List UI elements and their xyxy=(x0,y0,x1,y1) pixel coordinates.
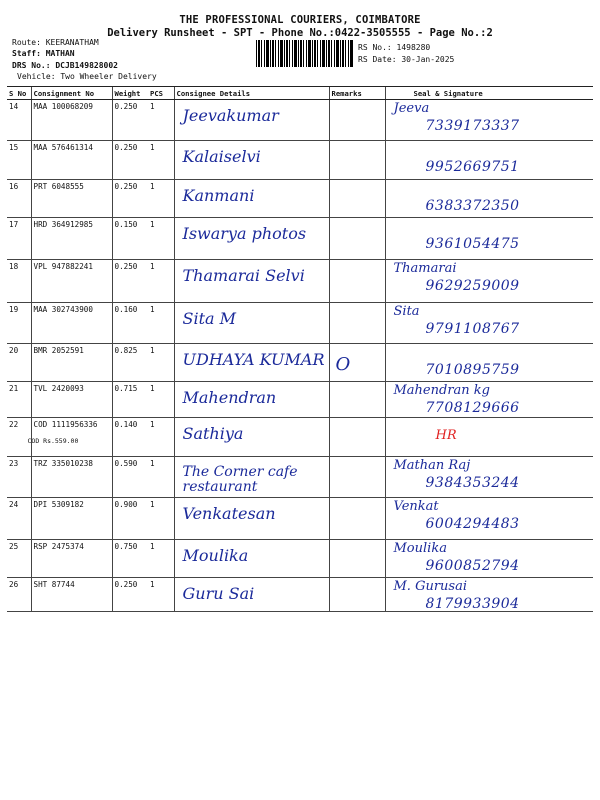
signature-name: M. Gurusai xyxy=(393,579,467,594)
route: Route: KEERANATHAM xyxy=(12,38,99,47)
rs-date: RS Date: 30-Jan-2025 xyxy=(358,55,455,64)
consignment-number xyxy=(31,540,112,578)
consignment-number xyxy=(31,141,112,180)
remarks-cell xyxy=(329,100,385,141)
seal-signature-cell xyxy=(385,100,593,141)
table-row xyxy=(7,303,593,344)
table-row xyxy=(7,457,593,498)
seal-signature-cell xyxy=(385,141,593,180)
company-title: THE PROFESSIONAL COURIERS, COIMBATORE xyxy=(179,14,421,26)
consignee-handwriting: Iswarya photos xyxy=(182,224,307,243)
row-pcs: 1 xyxy=(148,498,174,540)
consignee-cell xyxy=(174,180,329,218)
row-pcs: 1 xyxy=(148,100,174,141)
row-pcs: 1 xyxy=(148,303,174,344)
row-pcs: 1 xyxy=(148,540,174,578)
consignee-cell xyxy=(174,540,329,578)
consignment-number-text: MAA 576461314 xyxy=(33,143,93,152)
col-sno: S No xyxy=(7,87,31,100)
runsheet-subtitle: Delivery Runsheet - SPT - Phone No.:0422-3505555 - Page No.:2 xyxy=(107,27,493,39)
row-sno: 25 xyxy=(7,540,31,578)
remarks-cell xyxy=(329,344,385,382)
signature-phone: 7010895759 xyxy=(425,362,520,378)
remarks-cell xyxy=(329,141,385,180)
row-pcs: 1 xyxy=(148,344,174,382)
consignee-handwriting: Sathiya xyxy=(182,424,244,443)
consignment-number xyxy=(31,382,112,418)
consignment-number-text: PRT 6048555 xyxy=(33,182,84,191)
row-pcs: 1 xyxy=(148,578,174,612)
remarks-cell xyxy=(329,260,385,303)
row-weight: 0.250 xyxy=(112,141,148,180)
signature-name: Jeeva xyxy=(393,101,430,116)
remarks-cell xyxy=(329,457,385,498)
consignment-number-text: RSP 2475374 xyxy=(33,542,84,551)
consignment-number-text: COD 1111956336 xyxy=(33,420,98,429)
consignment-number xyxy=(31,303,112,344)
seal-signature-cell xyxy=(385,344,593,382)
consignment-number xyxy=(31,218,112,260)
consignment-number xyxy=(31,260,112,303)
consignment-number-text: HRD 364912985 xyxy=(33,220,93,229)
table-header-row xyxy=(7,87,593,100)
col-weight: Weight xyxy=(112,87,148,100)
table-row xyxy=(7,540,593,578)
consignment-number xyxy=(31,100,112,141)
table-row xyxy=(7,180,593,218)
table-row xyxy=(7,382,593,418)
consignee-handwriting: Guru Sai xyxy=(182,584,255,603)
signature-name: Sita xyxy=(393,304,420,319)
table-row xyxy=(7,260,593,303)
consignment-number-text: VPL 947882241 xyxy=(33,262,93,271)
seal-signature-cell xyxy=(385,498,593,540)
row-pcs: 1 xyxy=(148,218,174,260)
rs-number: RS No.: 1498280 xyxy=(358,43,431,52)
signature-phone: 9629259009 xyxy=(425,278,520,294)
staff: Staff: MATHAN xyxy=(12,49,75,58)
row-weight: 0.590 xyxy=(112,457,148,498)
consignee-handwriting: Kalaiselvi xyxy=(182,147,261,166)
row-sno: 24 xyxy=(7,498,31,540)
row-sno: 17 xyxy=(7,218,31,260)
signature-phone: 8179933904 xyxy=(425,596,520,612)
consignment-number-text: SHT 87744 xyxy=(33,580,75,589)
consignee-cell xyxy=(174,498,329,540)
row-sno: 22 xyxy=(7,418,31,457)
row-weight: 0.825 xyxy=(112,344,148,382)
consignee-cell xyxy=(174,382,329,418)
signature-name: Mathan Raj xyxy=(393,458,471,473)
remarks-cell xyxy=(329,303,385,344)
row-weight: 0.160 xyxy=(112,303,148,344)
signature-phone: 6004294483 xyxy=(425,516,520,532)
row-weight: 0.140 xyxy=(112,418,148,457)
consignee-cell xyxy=(174,344,329,382)
seal-signature-cell xyxy=(385,218,593,260)
table-row xyxy=(7,498,593,540)
consignee-handwriting: Moulika xyxy=(182,546,249,565)
consignment-number-text: BMR 2052591 xyxy=(33,346,84,355)
signature-phone: 6383372350 xyxy=(425,198,520,214)
remarks-cell xyxy=(329,418,385,457)
seal-signature-cell xyxy=(385,457,593,498)
consignee-cell xyxy=(174,141,329,180)
consignee-handwriting: The Corner cafe restaurant xyxy=(182,464,298,495)
consignee-cell xyxy=(174,418,329,457)
row-sno: 18 xyxy=(7,260,31,303)
seal-signature-cell xyxy=(385,180,593,218)
signature-phone: 9791108767 xyxy=(425,321,520,337)
vehicle: Vehicle: Two Wheeler Delivery xyxy=(17,72,157,81)
consignment-number-text: DPI 5309182 xyxy=(33,500,84,509)
row-sno: 15 xyxy=(7,141,31,180)
col-remarks: Remarks xyxy=(329,87,385,100)
signature-phone: 9600852794 xyxy=(425,558,520,574)
signature-phone: 7708129666 xyxy=(425,400,520,416)
consignee-cell xyxy=(174,260,329,303)
signature-name: Thamarai xyxy=(393,261,457,276)
table-row xyxy=(7,100,593,141)
consignee-cell xyxy=(174,578,329,612)
table-row xyxy=(7,344,593,382)
signature-name: HR xyxy=(435,428,457,443)
consignment-number-text: TVL 2420093 xyxy=(33,384,84,393)
row-pcs: 1 xyxy=(148,382,174,418)
runsheet-table xyxy=(7,86,593,612)
row-weight: 0.715 xyxy=(112,382,148,418)
consignee-cell xyxy=(174,218,329,260)
row-pcs: 1 xyxy=(148,141,174,180)
seal-signature-cell xyxy=(385,303,593,344)
consignee-cell xyxy=(174,303,329,344)
consignment-number xyxy=(31,498,112,540)
table-row xyxy=(7,578,593,612)
row-sno: 19 xyxy=(7,303,31,344)
signature-phone: 7339173337 xyxy=(425,118,520,134)
row-pcs: 1 xyxy=(148,260,174,303)
row-weight: 0.250 xyxy=(112,180,148,218)
seal-signature-cell xyxy=(385,260,593,303)
remarks-cell xyxy=(329,382,385,418)
consignee-handwriting: Mahendran xyxy=(182,388,277,407)
row-sno: 14 xyxy=(7,100,31,141)
table-row xyxy=(7,141,593,180)
consignment-number xyxy=(31,457,112,498)
consignee-handwriting: Venkatesan xyxy=(182,504,276,523)
row-pcs: 1 xyxy=(148,418,174,457)
row-sno: 20 xyxy=(7,344,31,382)
cod-amount: COD Rs.559.00 xyxy=(27,437,79,445)
consignment-number-text: MAA 100068209 xyxy=(33,102,93,111)
row-weight: 0.150 xyxy=(112,218,148,260)
seal-signature-cell xyxy=(385,418,593,457)
row-sno: 26 xyxy=(7,578,31,612)
row-weight: 0.900 xyxy=(112,498,148,540)
remarks-cell xyxy=(329,540,385,578)
row-sno: 23 xyxy=(7,457,31,498)
consignee-handwriting: Thamarai Selvi xyxy=(182,266,305,285)
barcode-image xyxy=(256,40,354,67)
signature-name: Venkat xyxy=(393,499,439,514)
remarks-cell xyxy=(329,180,385,218)
signature-name: Moulika xyxy=(393,541,447,556)
remarks-cell xyxy=(329,218,385,260)
consignee-handwriting: Kanmani xyxy=(182,186,255,205)
consignee-cell xyxy=(174,100,329,141)
remarks-cell xyxy=(329,498,385,540)
row-weight: 0.750 xyxy=(112,540,148,578)
col-pcs: PCS xyxy=(148,87,174,100)
consignment-number-text: MAA 302743900 xyxy=(33,305,93,314)
signature-phone: 9384353244 xyxy=(425,475,520,491)
signature-phone: 9361054475 xyxy=(425,236,520,252)
drs-number: DRS No.: DCJB149828002 xyxy=(12,61,118,70)
seal-signature-cell xyxy=(385,540,593,578)
row-pcs: 1 xyxy=(148,180,174,218)
remark-mark: O xyxy=(335,354,351,375)
seal-signature-cell xyxy=(385,382,593,418)
table-row xyxy=(7,218,593,260)
row-pcs: 1 xyxy=(148,457,174,498)
consignee-handwriting: UDHAYA KUMAR xyxy=(182,350,325,369)
consignment-number xyxy=(31,180,112,218)
col-seal: Seal & Signature xyxy=(385,87,593,100)
table-row xyxy=(7,418,593,457)
consignee-cell xyxy=(174,457,329,498)
row-weight: 0.250 xyxy=(112,260,148,303)
remarks-cell xyxy=(329,578,385,612)
signature-name: Mahendran kg xyxy=(393,383,490,398)
row-weight: 0.250 xyxy=(112,100,148,141)
col-consignee: Consignee Details xyxy=(174,87,329,100)
signature-phone: 9952669751 xyxy=(425,159,520,175)
consignment-number xyxy=(31,578,112,612)
row-sno: 16 xyxy=(7,180,31,218)
consignment-number xyxy=(27,418,112,457)
col-consignment: Consignment No xyxy=(31,87,112,100)
consignee-handwriting: Sita M xyxy=(182,309,237,328)
consignee-handwriting: Jeevakumar xyxy=(182,106,279,125)
consignment-number-text: TRZ 335010238 xyxy=(33,459,93,468)
row-sno: 21 xyxy=(7,382,31,418)
row-weight: 0.250 xyxy=(112,578,148,612)
seal-signature-cell xyxy=(385,578,593,612)
consignment-number xyxy=(31,344,112,382)
